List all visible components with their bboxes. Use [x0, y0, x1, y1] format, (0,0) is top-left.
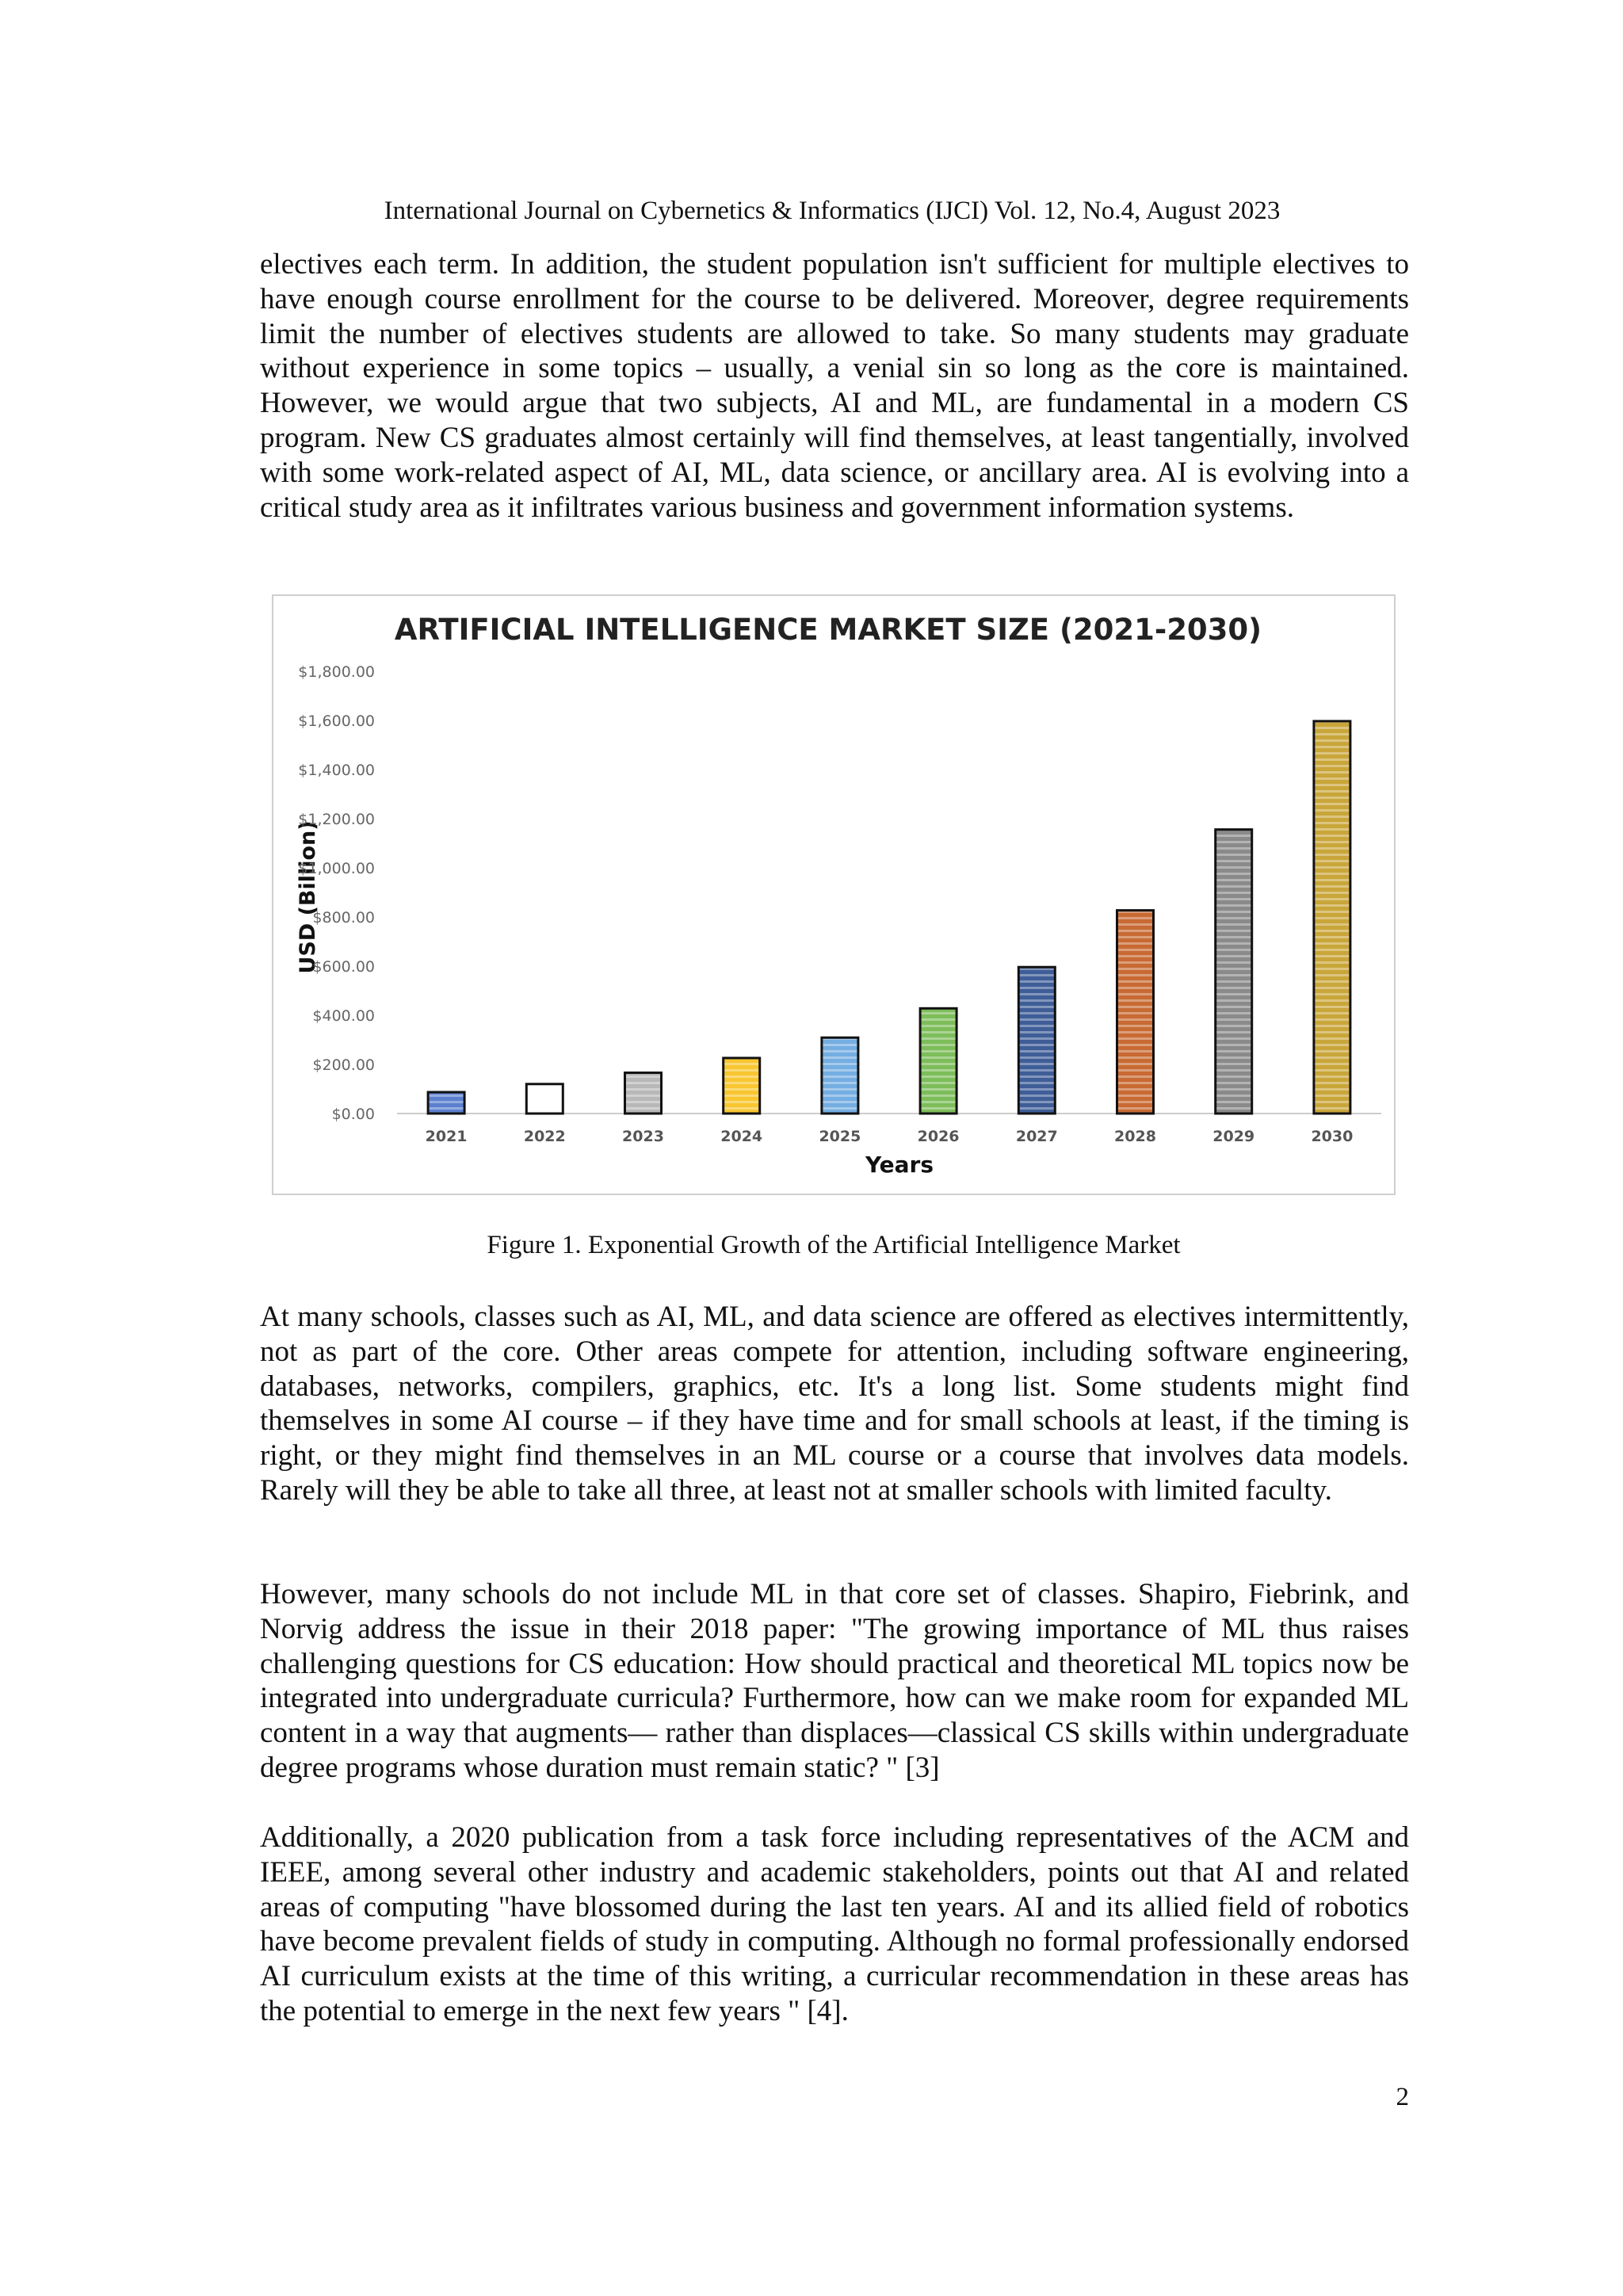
x-tick-label: 2022 [523, 1128, 566, 1145]
y-tick-label: $800.00 [312, 909, 375, 926]
paragraph: electives each term. In addition, the student population isn't sufficient for multiple electives to have enough course enrollment for the course to be delivered. Moreover, degree requirements limit the number of electives students are allowed to take. So many students may graduate without experience in some topics – usually, a venial sin so long as the core is maintained. However, we would argue that two subjects, AI and ML, are fundamental in a modern CS program. New CS graduates almost certainly will find themselves, at least tangentially, involved with some work-related aspect of AI, ML, data science, or ancillary area. AI is evolving into a critical study area as it infiltrates various business and government information systems. [260, 248, 1409, 524]
y-tick-label: $1,800.00 [298, 663, 375, 681]
figure-caption: Figure 1. Exponential Growth of the Artificial Intelligence Market [487, 1231, 1181, 1259]
x-tick-label: 2021 [425, 1128, 468, 1145]
bar-2021 [428, 1092, 464, 1114]
x-tick-label: 2026 [917, 1128, 960, 1145]
y-tick-label: $1,600.00 [298, 712, 375, 730]
bar-2025 [822, 1037, 858, 1114]
x-tick-label: 2024 [720, 1128, 763, 1145]
bar-2030 [1314, 721, 1350, 1114]
bar-2028 [1117, 911, 1154, 1114]
paragraph: Additionally, a 2020 publication from a task force including representatives of the ACM and IEEE, among several other industry and academic stakeholders, points out that AI and related areas of computing "have blossomed during the last ten years. AI and its allied field of robotics have become prevalent fields of study in computing. Although no formal professionally endorsed AI curriculum exists at the time of this writing, a curricular recommendation in these areas has the potential to emerge in the next few years " [4]. [260, 1821, 1409, 2027]
y-tick-label: $1,200.00 [298, 811, 375, 828]
x-tick-label: 2030 [1311, 1128, 1354, 1145]
y-tick-label: $1,000.00 [298, 860, 375, 877]
x-tick-label: 2023 [622, 1128, 664, 1145]
x-tick-label: 2029 [1212, 1128, 1255, 1145]
x-axis-label: Years [865, 1152, 934, 1178]
y-tick-label: $400.00 [312, 1007, 375, 1025]
figure-chart [272, 594, 1396, 1195]
x-tick-label: 2027 [1015, 1128, 1058, 1145]
chart-title: ARTIFICIAL INTELLIGENCE MARKET SIZE (2021-2030) [394, 613, 1262, 647]
x-tick-label: 2025 [819, 1128, 861, 1145]
bar-2022 [526, 1084, 563, 1114]
bar-2029 [1216, 830, 1252, 1114]
bar-chart [273, 596, 1394, 1194]
y-tick-label: $600.00 [312, 958, 375, 976]
y-tick-label: $200.00 [312, 1056, 375, 1074]
y-tick-label: $0.00 [331, 1106, 375, 1123]
bar-2027 [1018, 967, 1055, 1114]
bar-2023 [625, 1073, 662, 1114]
y-tick-label: $1,400.00 [298, 762, 375, 779]
bar-2024 [724, 1058, 760, 1114]
journal-header: International Journal on Cybernetics & Informatics (IJCI) Vol. 12, No.4, August 2023 [384, 197, 1281, 225]
paragraph: However, many schools do not include ML in that core set of classes. Shapiro, Fiebrink, and Norvig address the issue in their 2018 paper: "The growing importance of ML thus raises challenging questions for CS education: How should practical and theoretical ML topics now be integrated into undergraduate curricula? Furthermore, how can we make room for expanded ML content in a way that augments— rather than displaces—classical CS skills within undergraduate degree programs whose duration must remain static? " [3] [260, 1578, 1409, 1784]
page-number: 2 [1396, 2083, 1409, 2111]
y-axis-label: USD (Billion) [296, 820, 320, 974]
bar-2026 [920, 1008, 957, 1114]
paragraph: At many schools, classes such as AI, ML, and data science are offered as electives intermittently, not as part of the core. Other areas compete for attention, including software engineering, databases, networks, compilers, graphics, etc. It's a long list. Some students might find themselves in some AI course – if they have time and for small schools at least, if the timing is right, or they might find themselves in an ML course or a course that involves data models. Rarely will they be able to take all three, at least not at smaller schools with limited faculty. [260, 1301, 1409, 1507]
x-tick-label: 2028 [1114, 1128, 1156, 1145]
